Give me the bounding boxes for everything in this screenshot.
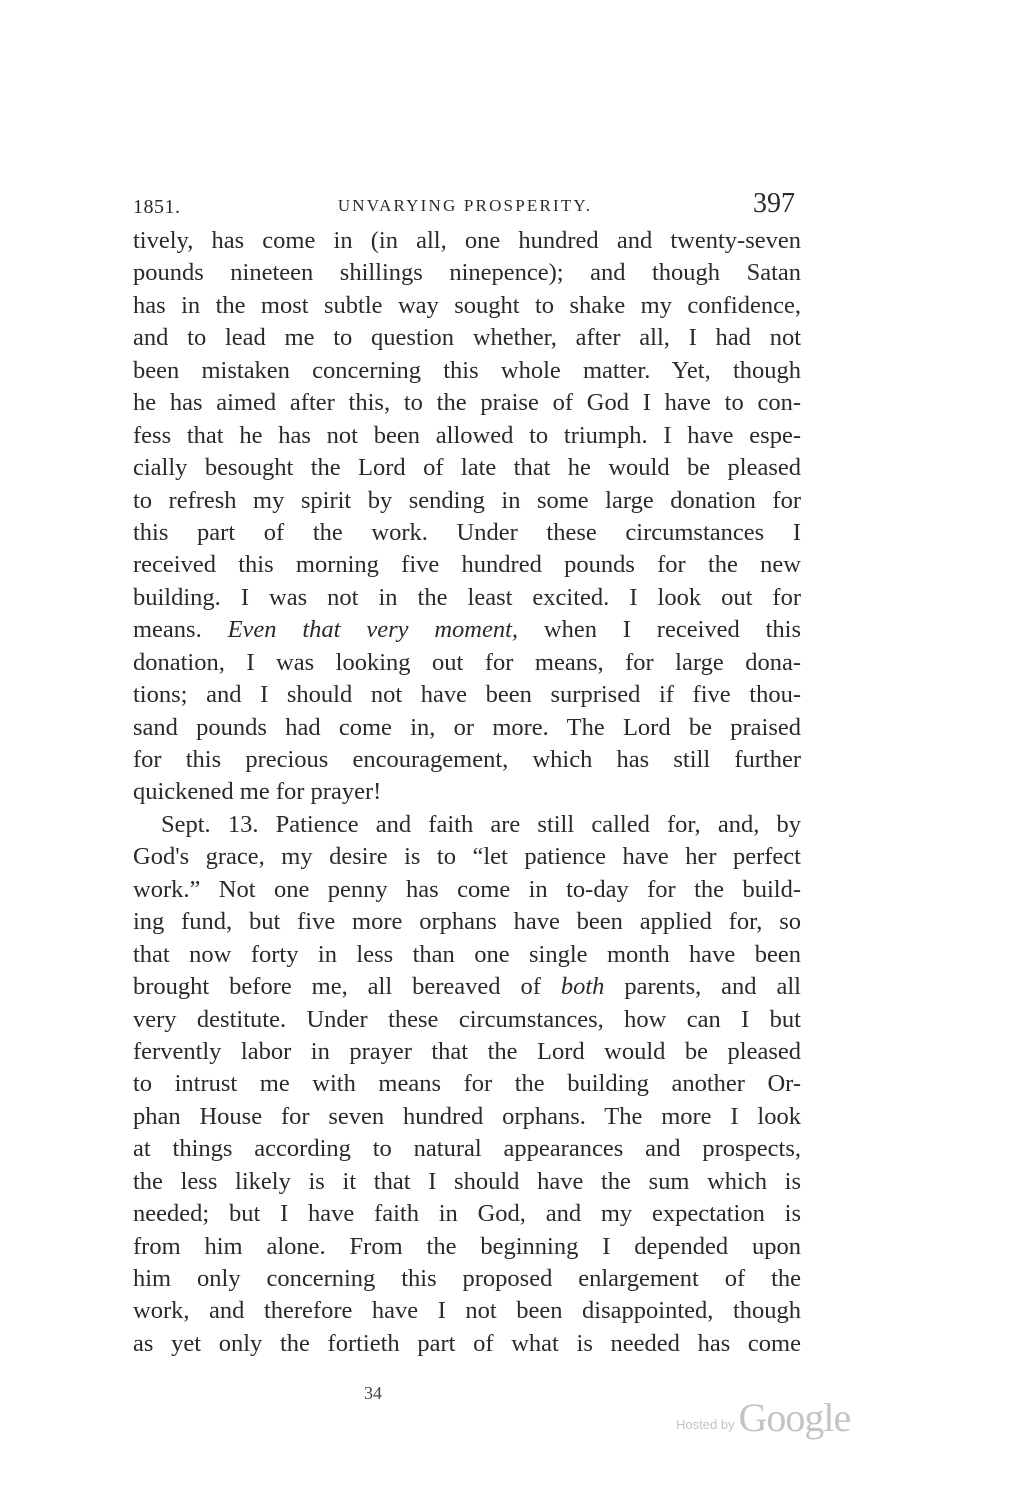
text-line: and to lead me to question whether, after all, I had not — [133, 324, 801, 352]
text-line: has in the most subtle way sought to shake my confidence, — [133, 291, 801, 319]
text-line: the less likely is it that I should have the sum which is — [133, 1167, 801, 1195]
text-line: brought before me, all bereaved of both parents, and all — [133, 973, 801, 1001]
italic-emphasis: both — [560, 973, 605, 1001]
text-line: him only concerning this proposed enlargement of the — [133, 1265, 801, 1292]
text-line: at things according to natural appearances and prospects, — [133, 1135, 801, 1163]
text-line: that now forty in less than one single month have been — [133, 940, 801, 968]
body-text — [133, 225, 801, 1360]
text-line: for this precious encouragement, which has still further — [133, 746, 801, 773]
text-line: Sept. 13. Patience and faith are still called for, and, by — [161, 810, 801, 838]
text-line: phan House for seven hundred orphans. The more I look — [133, 1102, 801, 1130]
text-line: fess that he has not been allowed to triumph. I have espe- — [133, 421, 801, 449]
text-line: very destitute. Under these circumstances, how can I but — [133, 1005, 801, 1033]
text-line: as yet only the fortieth part of what is needed has come — [133, 1329, 801, 1357]
text-line: this part of the work. Under these circumstances I — [133, 518, 801, 546]
text-line: donation, I was looking out for means, for large dona- — [133, 648, 801, 676]
text-line: work, and therefore have I not been disappointed, though — [133, 1297, 801, 1325]
text-line: tively, has come in (in all, one hundred and twenty-seven — [133, 227, 801, 254]
google-logo: Google — [738, 1395, 851, 1440]
hosted-by-watermark — [676, 1394, 851, 1440]
text-line: received this morning five hundred pounds for the new — [133, 551, 801, 579]
text-line: cially besought the Lord of late that he would be pleased — [133, 454, 801, 482]
text-line: from him alone. From the beginning I depended upon — [133, 1232, 801, 1260]
text-line: to intrust me with means for the building another Or- — [133, 1070, 801, 1098]
header-title: UNVARYING PROSPERITY. — [337, 196, 593, 215]
text-line: he has aimed after this, to the praise of God I have to con- — [133, 389, 801, 417]
text-line: pounds nineteen shillings ninepence); and though Satan — [133, 259, 801, 287]
text-line: to refresh my spirit by sending in some large donation for — [133, 486, 801, 514]
text-line: been mistaken concerning this whole matter. Yet, though — [133, 356, 801, 384]
text-line: means. Even that very moment, when I received this — [133, 616, 801, 644]
text-line: God's grace, my desire is to “let patience have her perfect — [133, 843, 801, 871]
header-year: 1851. — [133, 196, 181, 218]
text-line: sand pounds had come in, or more. The Lord be praised — [133, 713, 801, 741]
watermark-prefix: Hosted by — [676, 1417, 735, 1432]
text-line: building. I was not in the least excited. I look out for — [133, 583, 801, 611]
text-line: fervently labor in prayer that the Lord would be pleased — [133, 1037, 801, 1065]
page-number: 397 — [753, 188, 795, 219]
text-line: tions; and I should not have been surprised if five thou- — [133, 681, 801, 709]
running-head — [133, 190, 797, 226]
italic-emphasis: Even that very moment, — [227, 616, 519, 644]
signature-mark: 34 — [364, 1383, 382, 1403]
text-line: ing fund, but five more orphans have been applied for, so — [133, 908, 801, 936]
text-line: needed; but I have faith in God, and my expectation is — [133, 1200, 801, 1228]
text-line: work.” Not one penny has come in to-day for the build- — [133, 875, 801, 903]
text-line: quickened me for prayer! — [133, 778, 382, 806]
